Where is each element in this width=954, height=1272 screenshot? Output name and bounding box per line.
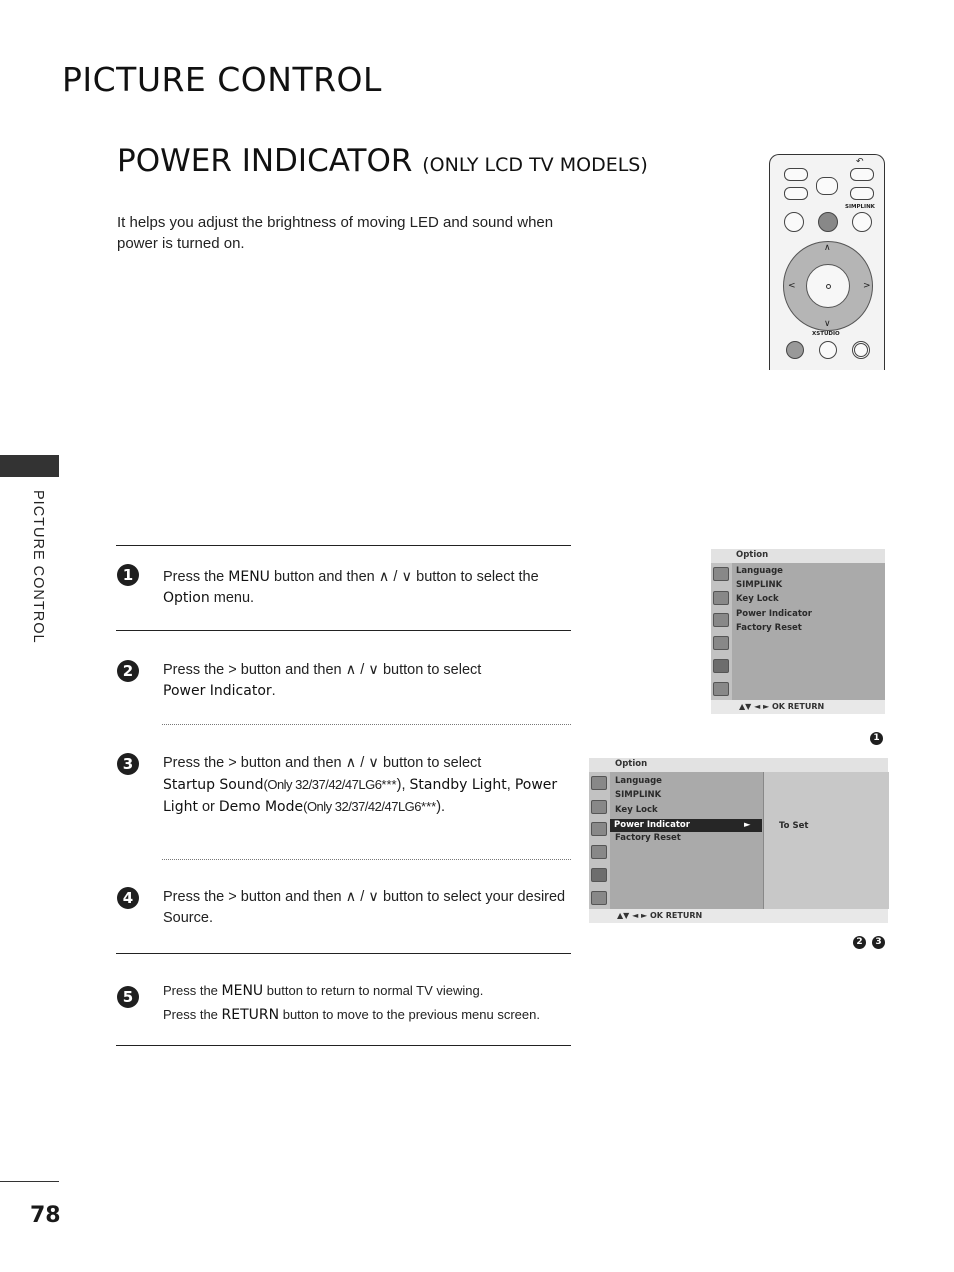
osd-item-power-indicator-selected: Power Indicator ► xyxy=(610,819,762,832)
side-section-label: PICTURE CONTROL xyxy=(30,490,46,644)
side-tab-marker xyxy=(0,455,59,477)
right-arrow-icon: > xyxy=(228,755,237,771)
osd-item-key-lock: Key Lock xyxy=(615,805,658,815)
setup-icon xyxy=(591,822,607,836)
input-icon xyxy=(713,682,729,696)
page-number: 78 xyxy=(30,1203,61,1228)
step-number: 2 xyxy=(117,660,139,682)
step-1-text: Press the MENU button and then ∧ / ∨ button to select the Option menu. xyxy=(163,569,539,606)
section-title xyxy=(117,143,648,179)
remote-button xyxy=(819,341,837,359)
osd-icon-column xyxy=(711,563,732,700)
step-divider xyxy=(116,953,571,954)
step-divider-dotted xyxy=(162,724,571,725)
remote-button xyxy=(786,341,804,359)
right-arrow-icon: > xyxy=(863,281,871,291)
dpad xyxy=(783,241,873,331)
step-divider-dotted xyxy=(162,859,571,860)
startup-sound-keyword: Startup Sound xyxy=(163,777,264,793)
input-icon xyxy=(591,891,607,905)
step-divider xyxy=(116,545,571,546)
step-ref-badge: 2 xyxy=(853,936,866,949)
step-ref-badge: 1 xyxy=(870,732,883,745)
section-title-main: POWER INDICATOR xyxy=(117,143,413,179)
submenu-arrow-icon: ► xyxy=(744,820,751,830)
osd-to-set-label: To Set xyxy=(779,821,809,831)
xstudio-logo: XSTUDIO xyxy=(812,331,840,337)
remote-button xyxy=(850,168,874,181)
remote-button xyxy=(784,212,804,232)
down-arrow-icon: ∨ xyxy=(824,319,831,329)
step-number: 1 xyxy=(117,564,139,586)
picture-icon xyxy=(591,776,607,790)
osd-item-factory-reset: Factory Reset xyxy=(736,623,802,633)
screen-icon xyxy=(591,800,607,814)
right-arrow-icon: > xyxy=(228,662,237,678)
osd-header: Option xyxy=(589,758,888,772)
osd-item-factory-reset: Factory Reset xyxy=(615,833,681,843)
osd-footer: ▲▼ ◄ ► OK RETURN xyxy=(711,700,885,714)
up-down-icon: ∧ / ∨ xyxy=(345,755,379,771)
osd-item-power-indicator: Power Indicator xyxy=(736,609,812,619)
up-arrow-icon: ∧ xyxy=(824,243,831,253)
power-icon xyxy=(816,177,838,195)
demo-mode-keyword: Demo Mode xyxy=(218,799,304,815)
osd-submenu-panel xyxy=(763,772,889,909)
osd-item-simplink: SIMPLINK xyxy=(615,790,662,800)
osd-item-language: Language xyxy=(736,566,783,576)
up-down-icon: ∧ / ∨ xyxy=(378,569,413,585)
intro-text: It helps you adjust the brightness of moving LED and sound when power is turned on. xyxy=(117,214,554,252)
right-arrow-icon: > xyxy=(228,889,237,905)
osd-footer: ▲▼ ◄ ► OK RETURN xyxy=(589,909,888,923)
setup-icon xyxy=(713,613,729,627)
picture-icon xyxy=(713,567,729,581)
step-number: 5 xyxy=(117,986,139,1008)
osd-item-key-lock: Key Lock xyxy=(736,594,779,604)
left-arrow-icon: < xyxy=(788,281,796,291)
step-divider xyxy=(116,1045,571,1046)
step-4-text: Press the > button and then ∧ / ∨ button to select your desired Source. xyxy=(163,889,566,926)
osd-item-list xyxy=(610,772,763,909)
menu-keyword: MENU xyxy=(228,569,270,585)
option-keyword: Option xyxy=(163,590,210,606)
time-icon xyxy=(713,636,729,650)
simplink-logo: SIMPLINK xyxy=(845,204,875,210)
osd-item-list xyxy=(732,563,885,700)
remote-control-illustration xyxy=(769,154,885,370)
page-title: PICTURE CONTROL xyxy=(62,60,382,99)
up-down-icon: ∧ / ∨ xyxy=(345,889,379,905)
section-title-note: (ONLY LCD TV MODELS) xyxy=(422,154,648,176)
page-number-rule xyxy=(0,1181,59,1182)
osd-icon-column xyxy=(589,772,610,909)
osd-item-language: Language xyxy=(615,776,662,786)
ok-dot-icon xyxy=(826,284,831,289)
menu-keyword: MENU xyxy=(221,983,264,999)
step-divider xyxy=(116,630,571,631)
return-keyword: RETURN xyxy=(221,1007,280,1023)
step-ref-badge: 3 xyxy=(872,936,885,949)
screen-icon xyxy=(713,591,729,605)
step-number: 3 xyxy=(117,753,139,775)
remote-button xyxy=(784,187,808,200)
osd-item-simplink: SIMPLINK xyxy=(736,580,783,590)
ok-button xyxy=(806,264,850,308)
remote-button xyxy=(850,187,874,200)
power-indicator-keyword: Power Indicator xyxy=(163,683,272,699)
step-2-text: Press the > button and then ∧ / ∨ button to select Power Indicator. xyxy=(163,662,482,699)
time-icon xyxy=(591,845,607,859)
remote-button xyxy=(852,212,872,232)
step-3-text: Press the > button and then ∧ / ∨ button to select Startup Sound(Only 32/37/42/47LG6***), Standby Light, Power Light or Demo Mode(Only 32/37/42/47LG6***). xyxy=(163,755,558,815)
remote-button-highlighted xyxy=(818,212,838,232)
standby-light-keyword: Standby Light xyxy=(409,777,507,793)
up-down-icon: ∧ / ∨ xyxy=(345,662,379,678)
osd-header: Option xyxy=(711,549,885,563)
remote-button xyxy=(852,341,870,359)
option-icon xyxy=(591,868,607,882)
power-light-keyword: Power Light xyxy=(163,777,558,815)
option-icon xyxy=(713,659,729,673)
remote-button xyxy=(784,168,808,181)
step-5-text: Press the MENU button to return to normal TV viewing. Press the RETURN button to move to the previous menu screen. xyxy=(163,983,540,1023)
step-number: 4 xyxy=(117,887,139,909)
input-icon: ↶ xyxy=(856,157,864,167)
